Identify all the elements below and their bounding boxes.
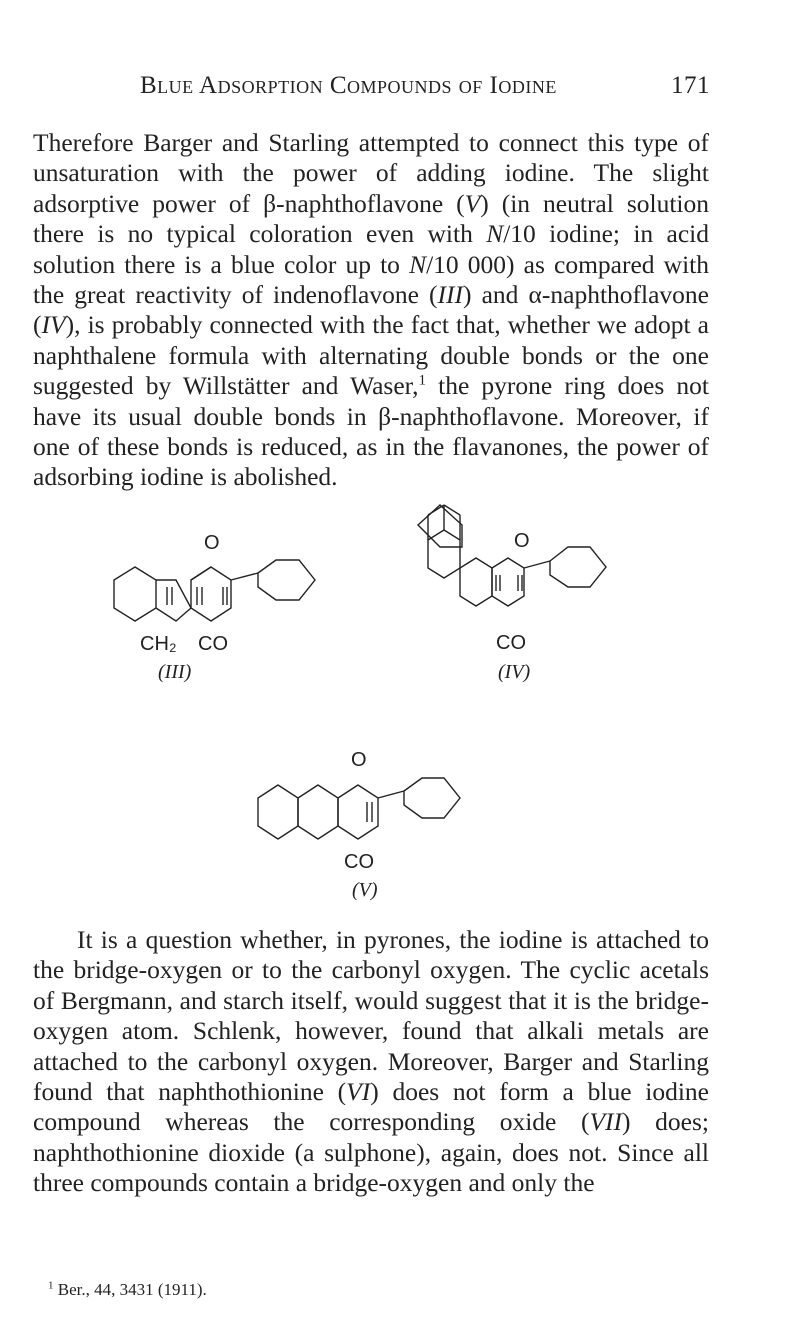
atom-co: CO — [344, 851, 374, 873]
page-number: 171 — [671, 72, 710, 99]
footnote-text: Ber., 44, 3431 (1911). — [53, 1280, 207, 1299]
atom-o: O — [514, 530, 530, 552]
atom-co: CO — [198, 633, 228, 655]
structure-label: (V) — [352, 879, 378, 901]
running-title: Blue Adsorption Compounds of Iodine — [140, 72, 557, 99]
atom-co: CO — [496, 632, 526, 654]
running-header — [140, 72, 710, 100]
footnote-ref: 1 — [418, 372, 426, 389]
structure-IV — [418, 495, 678, 683]
structure-III — [100, 525, 370, 683]
atom-ch2: CH₂ — [140, 633, 177, 655]
atom-o: O — [204, 532, 220, 554]
atom-o: O — [351, 749, 367, 771]
structure-label: (IV) — [498, 661, 531, 683]
paragraph-1: Therefore Barger and Starling attempted to connect this type of unsaturation with the power of adding iodine. The slight adsorptive power of β-naphthoflavone (V) (in neutral solution there is no typical coloration even with N/10 iodine; in acid solution there is a blue color up to N/10 000) as compared with the great reactivity of indenoflavone (III) and α-naphthoflavone (IV), is probably connected with the fact that, whether we adopt a naphthalene formula with alternating double bonds or the one suggested by Willstätter and Waser,$^1$ the pyrone ring does not have its usual double bonds in β-naphthoflavone. Moreover, if one of these bonds is reduced, as in the flavanones, the power of adsorbing iodine is abolished. — [33, 128, 710, 492]
structure-V — [256, 728, 526, 901]
paragraph-2: It is a question whether, in pyrones, the iodine is attached to the bridge-oxygen or to the carbonyl oxygen. The cyclic acetals of Bergmann, and starch itself, would suggest that it is the bridge-oxygen atom. Schlenk, however, found that alkali metals are attached to the carbonyl oxygen. Moreover, Barger and Starling found that naphthothionine (VI) does not form a blue iodine compound whereas the corresponding oxide (VII) does; naphthothionine dioxide (a sulphone), again, does not. Since all three compounds contain a bridge-oxygen and only the — [33, 925, 709, 1198]
footnote-mark: 1 — [48, 1279, 54, 1292]
footnote — [48, 1280, 207, 1300]
structure-label: (III) — [158, 661, 192, 683]
